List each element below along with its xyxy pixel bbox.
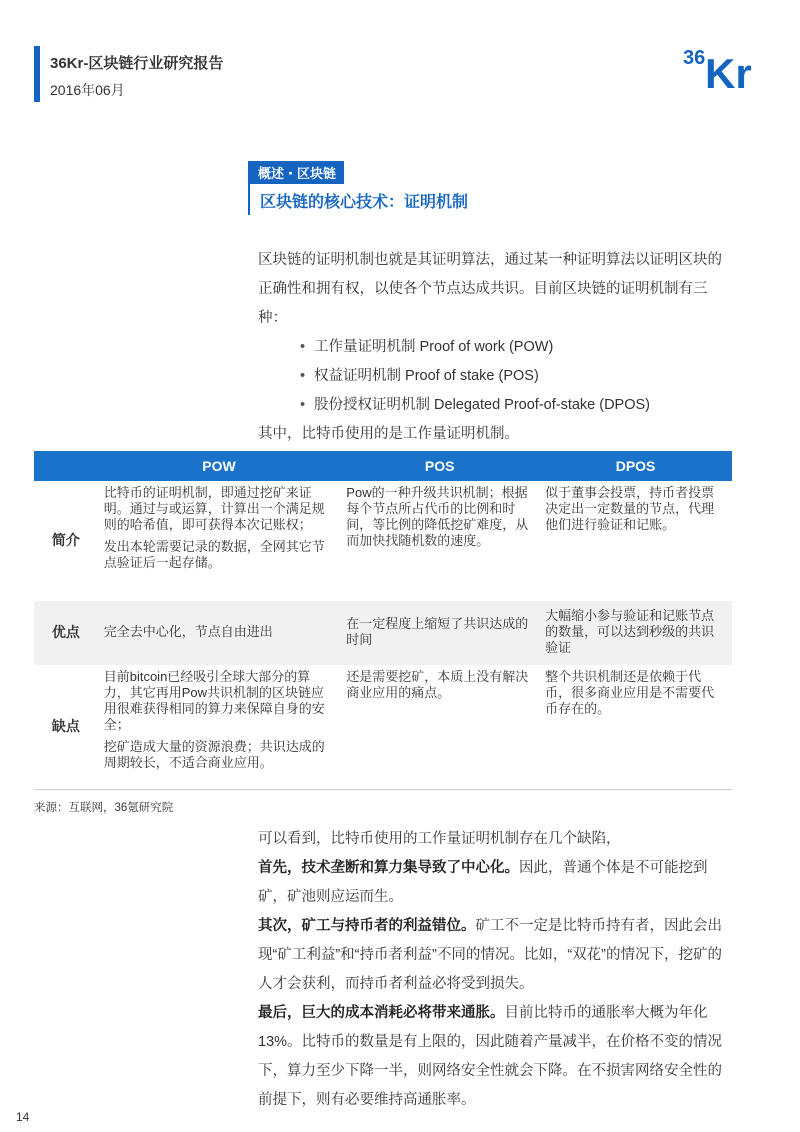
point-text: 矿工不一定是比特币持有者，因此会出现“矿工利益”和“持币者利益”不同的情况。比如，“双花”的情况下，挖矿的人才会获利，而持币者利益必将受到损失。 <box>258 918 722 992</box>
cell-text: 挖矿造成大量的资源浪费；共识达成的周期较长，不适合商业应用。 <box>103 739 325 770</box>
table-cell <box>539 665 732 789</box>
table-header-pos: POS <box>340 451 539 481</box>
cell-text: 似于董事会投票，持币者投票决定出一定数量的节点，代理他们进行验证和记账。 <box>545 485 715 532</box>
table-row <box>34 481 732 601</box>
svg-text:Kr: Kr <box>705 50 752 94</box>
list-item: • 股份授权证明机制 Delegated Proof-of-stake (DPOS) <box>258 391 728 420</box>
36kr-logo <box>683 44 773 94</box>
table-cell <box>98 481 341 601</box>
table-cell <box>539 481 732 601</box>
svg-text:36: 36 <box>683 47 706 69</box>
point-heading: 最后，巨大的成本消耗必将带来通胀。 <box>258 1005 505 1021</box>
cell-text: 发出本轮需要记录的数据，全网其它节点验证后一起存储。 <box>103 539 325 570</box>
mechanism-list <box>258 333 728 420</box>
report-title: 36Kr-区块链行业研究报告 <box>50 55 224 72</box>
table-cell <box>98 665 341 789</box>
table-cell <box>340 665 539 789</box>
cell-text: 比特币的证明机制，即通过挖矿来证明。通过与或运算，计算出一个满足规则的哈希值，即可获得本次记账权； <box>103 485 325 532</box>
intro-block <box>258 246 728 449</box>
cell-text: 大幅缩小参与验证和记账节点的数量，可以达到秒级的共识验证 <box>545 608 715 655</box>
page-number: 14 <box>16 1110 30 1124</box>
table-header-pow: POW <box>98 451 341 481</box>
cell-text: 还是需要挖矿，本质上没有解决商业应用的痛点。 <box>346 669 529 700</box>
point-text: 目前比特币的通胀率大概为年化13%。比特币的数量是有上限的，因此随着产量减半，在价格不变的情况下，算力至少下降一半，则网络安全性就会下降。在不损害网络安全性的前提下，则有必要维持高通胀率。 <box>258 1005 723 1108</box>
table-cell <box>539 601 732 665</box>
list-item: • 工作量证明机制 Proof of work (POW) <box>258 333 728 362</box>
list-item: • 权益证明机制 Proof of stake (POS) <box>258 362 728 391</box>
table-header-row <box>34 451 732 481</box>
cell-text: 整个共识机制还是依赖于代币，很多商业应用是不需要代币存在的。 <box>545 669 715 716</box>
analysis-block <box>258 825 728 1115</box>
header-accent-bar <box>34 46 40 102</box>
section-tag: 概述・区块链 <box>250 161 344 184</box>
cell-text: 完全去中心化，节点自由进出 <box>103 624 273 639</box>
cell-text: 目前bitcoin已经吸引全球大部分的算力，其它再用Pow共识机制的区块链应用很难获得相同的算力来保障自身的安全； <box>103 669 325 732</box>
report-date: 2016年06月 <box>50 82 125 98</box>
row-label: 优点 <box>34 601 98 665</box>
row-label: 缺点 <box>34 665 98 789</box>
cell-text: Pow的一种升级共识机制；根据每个节点所占代币的比例和时间，等比例的降低挖矿难度，从而加快找随机数的速度。 <box>346 485 529 548</box>
point-heading: 其次，矿工与持币者的利益错位。 <box>258 918 476 934</box>
cell-text: 在一定程度上缩短了共识达成的时间 <box>346 616 529 647</box>
analysis-point-2 <box>258 912 728 999</box>
row-label: 简介 <box>51 532 80 548</box>
intro-paragraph: 区块链的证明机制也就是其证明算法，通过某一种证明算法以证明区块的正确性和拥有权，以使各个节点达成共识。目前区块链的证明机制有三种： <box>258 252 722 326</box>
table-cell <box>340 481 539 601</box>
point-heading: 首先，技术垄断和算力集导致了中心化。 <box>258 860 519 876</box>
source-note: 来源：互联网，36氪研究院 <box>34 802 174 814</box>
analysis-intro: 可以看到，比特币使用的工作量证明机制存在几个缺陷， <box>258 831 621 847</box>
intro-closing: 其中，比特币使用的是工作量证明机制。 <box>258 426 519 442</box>
table-row <box>34 665 732 789</box>
table-row <box>34 601 732 665</box>
table-cell <box>98 601 341 665</box>
table-header-dpos: DPOS <box>539 451 732 481</box>
point-text: 因此，普通个体是不可能挖到矿，矿池则应运而生。 <box>258 860 708 905</box>
comparison-table <box>34 451 732 790</box>
analysis-point-3 <box>258 999 728 1115</box>
table-header-corner <box>34 451 98 481</box>
analysis-point-1 <box>258 854 728 912</box>
table-cell <box>340 601 539 665</box>
section-title: 区块链的核心技术：证明机制 <box>260 194 469 211</box>
